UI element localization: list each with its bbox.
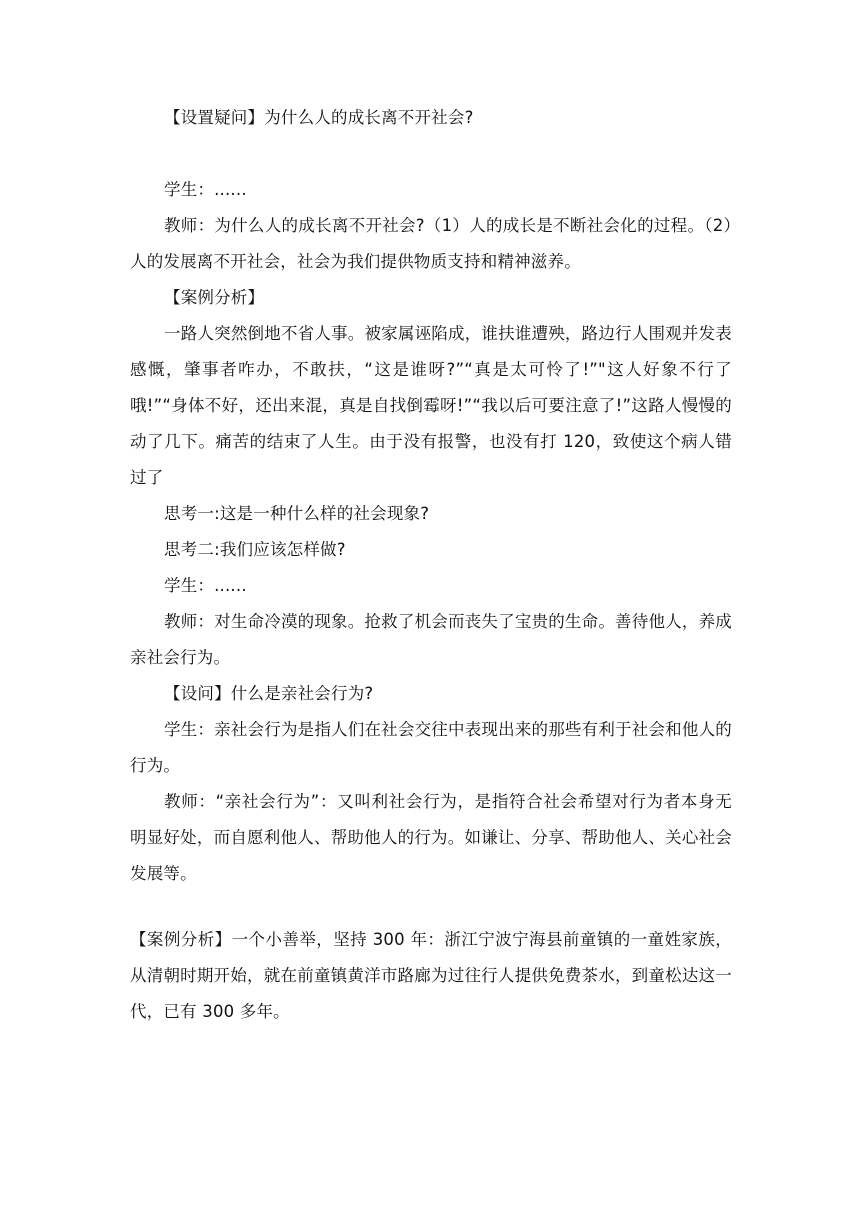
case-story-paragraph: 一路人突然倒地不省人事。被家属诬陷成，谁扶谁遭殃，路边行人围观并发表感慨，肇事者咋办，不敢扶，“这是谁呀?”“真是太可怜了!”"这人好象不行了哦!”“身体不好，还出来混，真是自找倒霉呀!”“我以后可要注意了!”这路人慢慢的动了几下。痛苦的结束了人生。由于没有报警，也没有打 120，致使这个病人错过了: [130, 324, 732, 487]
thinking-question-1: 思考一:这是一种什么样的社会现象?: [164, 504, 430, 523]
case-analysis-paragraph-2: 【案例分析】一个小善举，坚持 300 年：浙江宁波宁海县前童镇的一童姓家族，从清朝时期开始，就在前童镇黄洋市路廊为过往行人提供免费茶水，到童松达这一代，已有 300 多年。: [130, 930, 732, 1021]
student-answer-3: 学生：亲社会行为是指人们在社会交往中表现出来的那些有利于社会和他人的行为。: [130, 720, 732, 775]
case-analysis-heading-1: 【案例分析】: [164, 288, 265, 307]
question-heading-2: 【设问】什么是亲社会行为?: [164, 684, 374, 703]
question-heading: 【设置疑问】为什么人的成长离不开社会?: [164, 108, 474, 127]
teacher-explanation-2: 教师：对生命冷漠的现象。抢救了机会而丧失了宝贵的生命。善待他人，养成亲社会行为。: [130, 612, 732, 667]
document-body: [130, 100, 732, 1030]
teacher-definition: 教师：“亲社会行为”：又叫利社会行为，是指符合社会希望对行为者本身无明显好处，而自愿利他人、帮助他人的行为。如谦让、分享、帮助他人、关心社会发展等。: [130, 792, 732, 883]
student-answer-2: 学生：......: [164, 576, 247, 595]
teacher-explanation-1: 教师：为什么人的成长离不开社会?（1）人的成长是不断社会化的过程。（2）人的发展离不开社会，社会为我们提供物质支持和精神滋养。: [130, 216, 732, 271]
student-answer-1: 学生：......: [164, 180, 247, 199]
thinking-question-2: 思考二:我们应该怎样做?: [164, 540, 346, 559]
